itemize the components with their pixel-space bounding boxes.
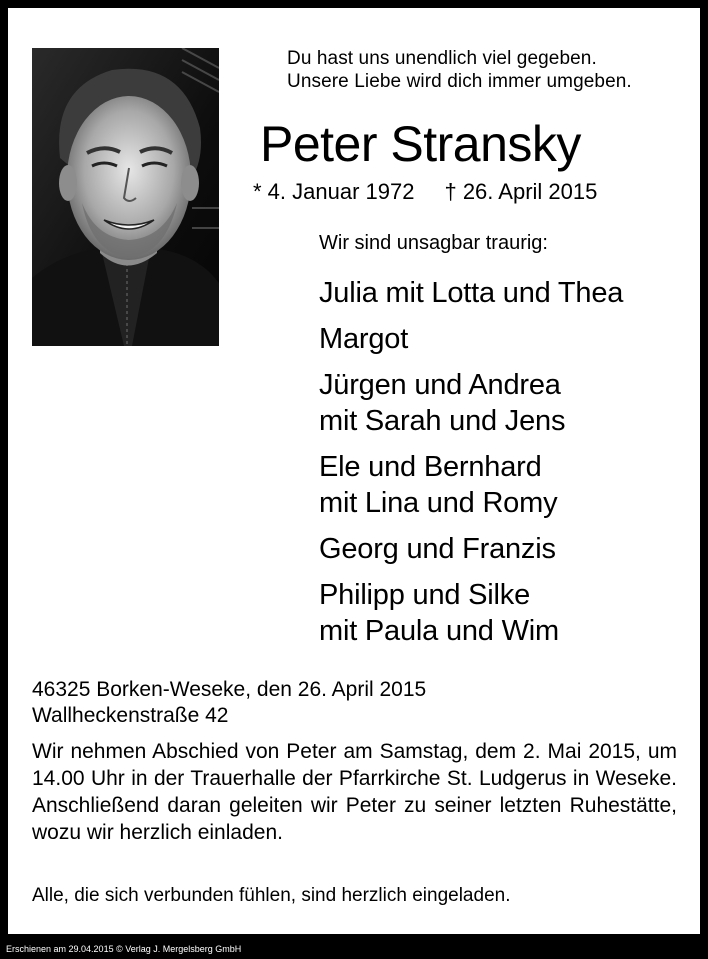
street-address: Wallheckenstraße 42 bbox=[32, 704, 229, 727]
mourner-line: Georg und Franzis bbox=[319, 533, 556, 565]
memorial-verse bbox=[287, 47, 632, 93]
death-date: † 26. April 2015 bbox=[444, 179, 598, 204]
verse-line-1: Du hast uns unendlich viel gegeben. bbox=[287, 48, 597, 69]
mourner-line: mit Lina und Romy bbox=[319, 487, 558, 519]
life-dates bbox=[253, 179, 597, 205]
mourner-line: Philipp und Silke bbox=[319, 579, 531, 611]
mourner-group bbox=[319, 367, 623, 439]
mourning-intro: Wir sind unsagbar traurig: bbox=[319, 232, 548, 254]
mourner-line: Julia mit Lotta und Thea bbox=[319, 277, 624, 309]
mourner-group bbox=[319, 321, 623, 357]
mourner-group bbox=[319, 449, 623, 521]
invitation-text: Alle, die sich verbunden fühlen, sind herzlich eingeladen. bbox=[32, 885, 511, 906]
mourner-line: mit Sarah und Jens bbox=[319, 405, 566, 437]
deceased-name: Peter Stransky bbox=[260, 116, 581, 172]
birth-date: * 4. Januar 1972 bbox=[253, 179, 415, 204]
address-block bbox=[32, 677, 426, 729]
mourner-group bbox=[319, 577, 623, 649]
mourner-line: Margot bbox=[319, 323, 409, 355]
portrait-photo bbox=[32, 48, 219, 346]
mourner-group bbox=[319, 531, 623, 567]
mourner-group bbox=[319, 275, 623, 311]
mourner-line: Jürgen und Andrea bbox=[319, 369, 561, 401]
place-and-date: 46325 Borken-Weseke, den 26. April 2015 bbox=[32, 678, 427, 701]
mourner-line: Ele und Bernhard bbox=[319, 451, 542, 483]
publication-footer: Erschienen am 29.04.2015 © Verlag J. Mergelsberg GmbH bbox=[6, 944, 242, 954]
mourner-line: mit Paula und Wim bbox=[319, 615, 559, 647]
verse-line-2: Unsere Liebe wird dich immer umgeben. bbox=[287, 71, 632, 92]
mourners-list bbox=[319, 275, 623, 659]
obituary-notice bbox=[8, 8, 700, 934]
funeral-announcement: Wir nehmen Abschied von Peter am Samstag, dem 2. Mai 2015, um 14.00 Uhr in der Trauerhalle der Pfarrkirche St. Ludgerus in Weseke. Anschließend daran geleiten wir Peter zu seiner letzten Ruhestätte, wozu wir herzlich einladen. bbox=[32, 740, 677, 844]
